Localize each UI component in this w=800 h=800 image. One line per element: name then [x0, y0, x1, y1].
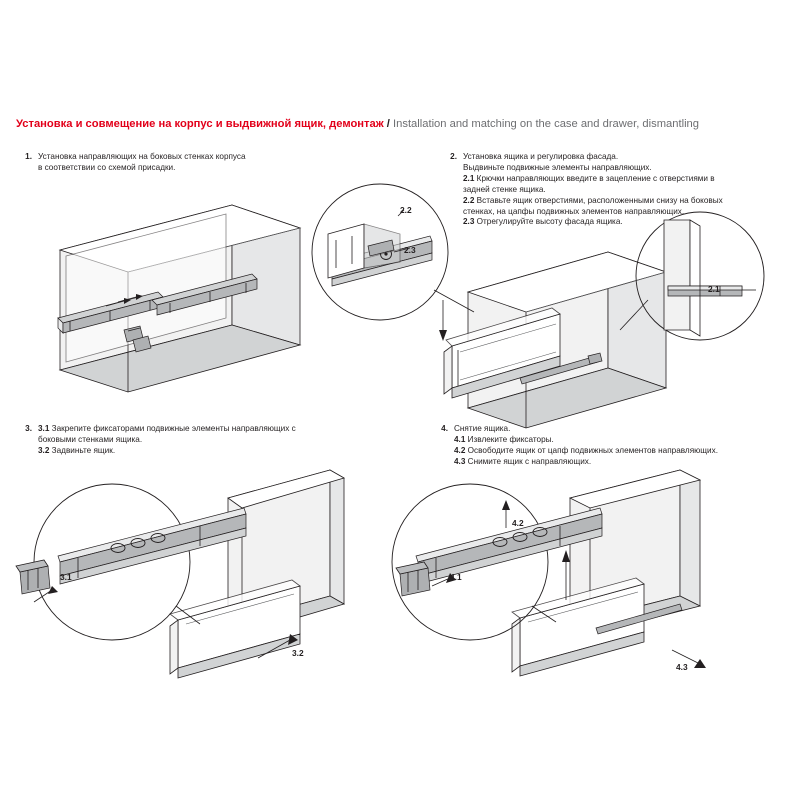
step-4-line-1: Снятие ящика.	[454, 424, 511, 433]
step-4-3-text: Снимите ящик с направляющих.	[467, 456, 592, 466]
step-3-2	[38, 446, 318, 457]
callout-3-2: 3.2	[292, 648, 304, 658]
callout-4-2: 4.2	[512, 518, 524, 528]
step-2-3-number: 2.3	[463, 217, 475, 227]
step-3-1-number: 3.1	[38, 424, 50, 433]
step-2-3	[463, 217, 743, 228]
step-4-number: 4.	[441, 424, 448, 433]
step-2-text	[443, 152, 743, 228]
step-1-line-2: в соответствии со схемой присадки.	[38, 162, 176, 172]
callout-2-3: 2.3	[404, 245, 416, 255]
figure-1-cabinet-with-slides	[58, 205, 300, 392]
step-1-text	[18, 152, 308, 174]
step-2-1-number: 2.1	[463, 173, 475, 183]
page-title-ru: Установка и совмещение на корпус и выдвижной ящик, демонтаж	[16, 118, 384, 130]
step-2-3-text: Отрегулируйте высоту фасада ящика.	[476, 217, 623, 227]
step-2-1-text: Крючки направляющих введите в зацепление с отверстиями в задней стенке ящика.	[463, 173, 715, 194]
step-3-number: 3.	[25, 424, 32, 433]
callout-2-2: 2.2	[400, 205, 412, 215]
step-3-2-text: Задвиньте ящик.	[51, 445, 116, 455]
step-2-2-number: 2.2	[463, 195, 475, 205]
step-4-1	[454, 435, 734, 446]
callout-4-3: 4.3	[676, 662, 688, 672]
step-4-text	[434, 424, 734, 468]
callout-4-1: 4.1	[450, 572, 462, 582]
step-4-3-number: 4.3	[454, 456, 466, 466]
step-4-1-number: 4.1	[454, 434, 466, 444]
step-4-2-text: Освободите ящик от цапф подвижных элементов направляющих.	[467, 445, 718, 455]
step-1-number: 1.	[25, 152, 32, 161]
step-2-1	[463, 174, 743, 196]
page-title-en: Installation and matching on the case and drawer, dismantling	[393, 118, 699, 130]
figure-4-drawer-removal	[392, 470, 706, 676]
step-4-2-number: 4.2	[454, 445, 466, 455]
step-2-2-text: Вставьте ящик отверстиями, расположенными снизу на боковых стенках, на цапфы подвижных элементов направляющих.	[463, 195, 723, 216]
step-4-2	[454, 446, 734, 457]
step-3-text	[18, 424, 318, 457]
step-1-line-1: Установка направляющих на боковых стенках корпуса	[38, 152, 246, 161]
step-3-1	[38, 424, 318, 446]
step-4-1-text: Извлеките фиксаторы.	[467, 434, 554, 444]
step-2-line-1: Установка ящика и регулировка фасада.	[463, 152, 619, 161]
step-2-2	[463, 196, 743, 218]
callout-2-1: 2.1	[708, 284, 720, 294]
step-3-1-text: Закрепите фиксаторами подвижные элементы направляющих с боковыми стенками ящика.	[38, 424, 296, 444]
page-title-separator: /	[386, 118, 390, 130]
callout-3-1: 3.1	[60, 572, 72, 582]
step-4-3	[454, 457, 734, 468]
step-2-line-2: Выдвиньте подвижные элементы направляющих.	[463, 162, 652, 172]
step-3-2-number: 3.2	[38, 445, 50, 455]
step-2-number: 2.	[450, 152, 457, 161]
